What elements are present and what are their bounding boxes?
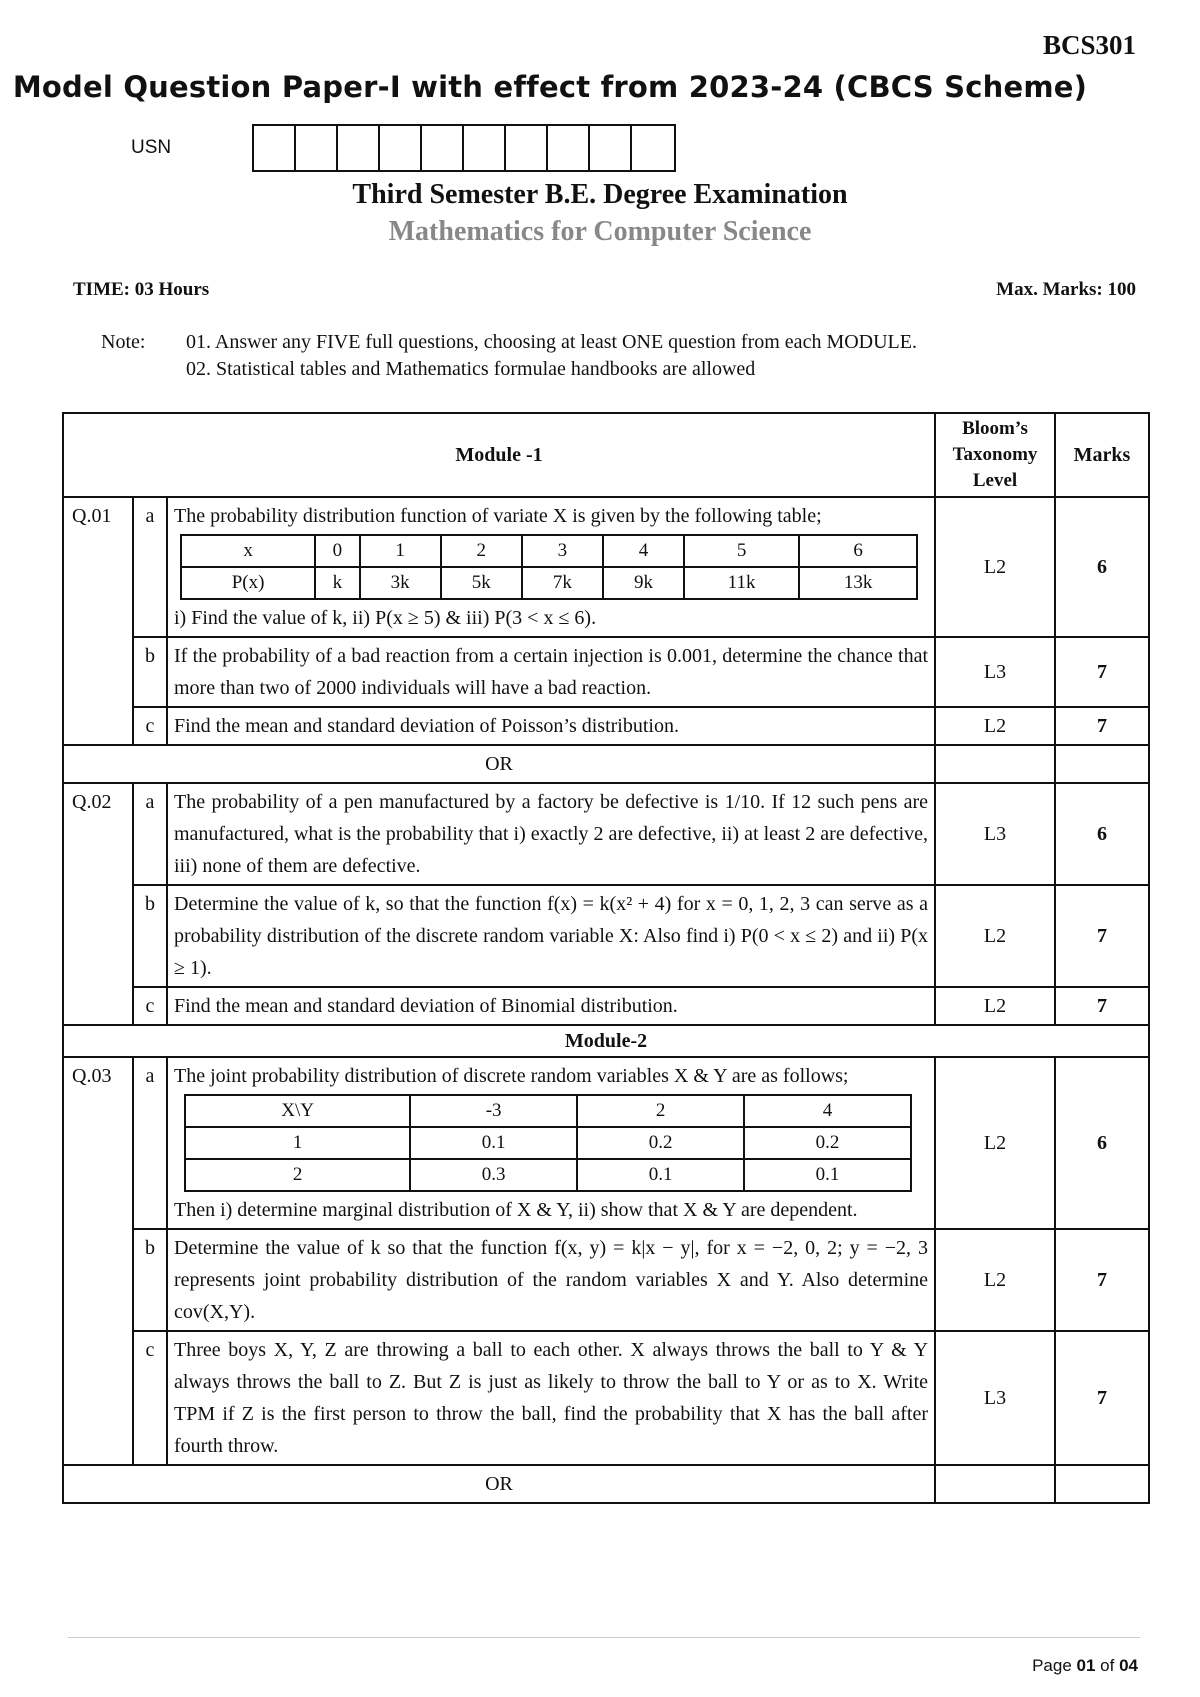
marks-value: 7 bbox=[1055, 1331, 1149, 1465]
sub-label: b bbox=[133, 637, 167, 707]
table-cell: 0.2 bbox=[744, 1127, 911, 1159]
table-row bbox=[63, 637, 1149, 707]
table-header-row bbox=[63, 413, 1149, 497]
blooms-level: L3 bbox=[935, 783, 1055, 885]
table-cell: 1 bbox=[360, 535, 441, 567]
table-cell: 2 bbox=[185, 1159, 410, 1191]
question-text-line: The probability distribution function of variate X is given by the following table; bbox=[174, 505, 822, 527]
footer-divider bbox=[68, 1637, 1140, 1638]
table-cell: 0.2 bbox=[577, 1127, 744, 1159]
table-cell: 5 bbox=[684, 535, 799, 567]
table-row bbox=[63, 885, 1149, 987]
exam-time: TIME: 03 Hours bbox=[73, 279, 210, 300]
table-row bbox=[63, 497, 1149, 637]
usn-label: USN bbox=[131, 137, 172, 158]
table-cell: -3 bbox=[410, 1095, 577, 1127]
marks-value: 7 bbox=[1055, 885, 1149, 987]
sub-label: c bbox=[133, 707, 167, 745]
page-total: 04 bbox=[1119, 1656, 1138, 1675]
table-cell: 0 bbox=[315, 535, 359, 567]
question-text: If the probability of a bad reaction from a certain injection is 0.001, determine the chance that more than two of 2000 individuals will have a bad reaction. bbox=[167, 637, 935, 707]
note-line-1: 01. Answer any FIVE full questions, choosing at least ONE question from each MODULE. bbox=[186, 331, 917, 353]
table-cell: 4 bbox=[603, 535, 684, 567]
table-cell: 6 bbox=[799, 535, 917, 567]
or-divider: OR bbox=[63, 1465, 935, 1503]
question-number: Q.01 bbox=[63, 497, 133, 745]
table-cell: X\Y bbox=[185, 1095, 410, 1127]
blooms-level: L3 bbox=[935, 1331, 1055, 1465]
question-text-line: i) Find the value of k, ii) P(x ≥ 5) & iii) P(3 < x ≤ 6). bbox=[174, 607, 597, 629]
table-cell: 4 bbox=[744, 1095, 911, 1127]
table-cell: 1 bbox=[185, 1127, 410, 1159]
joint-distribution-table bbox=[184, 1094, 912, 1192]
question-number: Q.02 bbox=[63, 783, 133, 1025]
table-cell: 0.1 bbox=[577, 1159, 744, 1191]
question-text-line: The joint probability distribution of discrete random variables X & Y are as follows; bbox=[174, 1065, 849, 1087]
table-cell: 11k bbox=[684, 567, 799, 599]
table-cell: 2 bbox=[577, 1095, 744, 1127]
table-cell: 9k bbox=[603, 567, 684, 599]
table-cell: 0.1 bbox=[744, 1159, 911, 1191]
question-text: The probability of a pen manufactured by a factory be defective is 1/10. If 12 such pens are manufactured, what is the probability that i) exactly 2 are defective, ii) at least 2 are defective, iii) none of them are defective. bbox=[167, 783, 935, 885]
marks-value: 7 bbox=[1055, 987, 1149, 1025]
table-cell: 2 bbox=[441, 535, 522, 567]
table-row bbox=[63, 1057, 1149, 1229]
table-row bbox=[63, 1229, 1149, 1331]
blooms-level: L2 bbox=[935, 1057, 1055, 1229]
blooms-level: L2 bbox=[935, 987, 1055, 1025]
question-text: Find the mean and standard deviation of Poisson’s distribution. bbox=[167, 707, 935, 745]
question-text: Find the mean and standard deviation of Binomial distribution. bbox=[167, 987, 935, 1025]
table-row bbox=[63, 1331, 1149, 1465]
sub-label: a bbox=[133, 1057, 167, 1229]
blooms-level: L2 bbox=[935, 497, 1055, 637]
sub-label: c bbox=[133, 1331, 167, 1465]
or-row bbox=[63, 1465, 1149, 1503]
table-cell: 5k bbox=[441, 567, 522, 599]
table-row bbox=[63, 783, 1149, 885]
sub-label: c bbox=[133, 987, 167, 1025]
paper-title: Model Question Paper-I with effect from 2023-24 (CBCS Scheme) bbox=[12, 70, 1088, 104]
question-text: Determine the value of k so that the function f(x, y) = k|x − y|, for x = −2, 0, 2; y = −2, 3 represents joint probability distribution of the random variables X and Y. Also determine cov(X,Y). bbox=[167, 1229, 935, 1331]
sub-label: a bbox=[133, 497, 167, 637]
table-cell: 3k bbox=[360, 567, 441, 599]
marks-header: Marks bbox=[1055, 413, 1149, 497]
blooms-level: L2 bbox=[935, 885, 1055, 987]
question-number: Q.03 bbox=[63, 1057, 133, 1465]
max-marks: Max. Marks: 100 bbox=[996, 279, 1136, 300]
distribution-table bbox=[180, 534, 918, 600]
marks-value: 6 bbox=[1055, 1057, 1149, 1229]
blooms-level: L3 bbox=[935, 637, 1055, 707]
note-label: Note: bbox=[101, 331, 146, 353]
page-of: of bbox=[1095, 1656, 1120, 1675]
table-cell: k bbox=[315, 567, 359, 599]
course-code: BCS301 bbox=[1042, 30, 1136, 60]
sub-label: b bbox=[133, 1229, 167, 1331]
marks-value: 7 bbox=[1055, 637, 1149, 707]
question-text bbox=[167, 497, 935, 637]
module-1-heading: Module -1 bbox=[63, 413, 935, 497]
marks-value: 7 bbox=[1055, 1229, 1149, 1331]
usn-boxes[interactable] bbox=[252, 124, 676, 172]
question-text: Determine the value of k, so that the function f(x) = k(x² + 4) for x = 0, 1, 2, 3 can serve as a probability distribution of the discrete random variable X: Also find i) P(0 < x ≤ 2) and ii) P(x ≥ 1). bbox=[167, 885, 935, 987]
blooms-header: Bloom’s Taxonomy Level bbox=[935, 413, 1055, 497]
page-number bbox=[1032, 1656, 1138, 1676]
marks-value: 7 bbox=[1055, 707, 1149, 745]
table-cell: 13k bbox=[799, 567, 917, 599]
subject-title: Mathematics for Computer Science bbox=[388, 216, 812, 247]
page-current: 01 bbox=[1076, 1656, 1096, 1675]
table-cell: 0.1 bbox=[410, 1127, 577, 1159]
table-cell: P(x) bbox=[181, 567, 315, 599]
table-cell: x bbox=[181, 535, 315, 567]
page-prefix: Page bbox=[1032, 1656, 1077, 1675]
marks-value: 6 bbox=[1055, 783, 1149, 885]
marks-value: 6 bbox=[1055, 497, 1149, 637]
question-text: Three boys X, Y, Z are throwing a ball to each other. X always throws the ball to Y & Y always throws the ball to Z. But Z is just as likely to throw the ball to Y or as to X. Write TPM if Z is the first person to throw the ball, find the probability that X has the ball after fourth throw. bbox=[167, 1331, 935, 1465]
module-row bbox=[63, 1025, 1149, 1057]
sub-label: b bbox=[133, 885, 167, 987]
module-2-heading: Module-2 bbox=[63, 1025, 1149, 1057]
sub-label: a bbox=[133, 783, 167, 885]
table-cell: 3 bbox=[522, 535, 603, 567]
table-row bbox=[63, 987, 1149, 1025]
table-row bbox=[63, 707, 1149, 745]
question-text bbox=[167, 1057, 935, 1229]
or-divider: OR bbox=[63, 745, 935, 783]
note-line-2: 02. Statistical tables and Mathematics formulae handbooks are allowed bbox=[186, 358, 756, 380]
table-cell: 0.3 bbox=[410, 1159, 577, 1191]
question-text-line: Then i) determine marginal distribution of X & Y, ii) show that X & Y are dependent. bbox=[174, 1199, 858, 1221]
or-row bbox=[63, 745, 1149, 783]
blooms-level: L2 bbox=[935, 707, 1055, 745]
question-table bbox=[62, 412, 1150, 1504]
table-cell: 7k bbox=[522, 567, 603, 599]
blooms-level: L2 bbox=[935, 1229, 1055, 1331]
exam-title: Third Semester B.E. Degree Examination bbox=[352, 179, 848, 210]
